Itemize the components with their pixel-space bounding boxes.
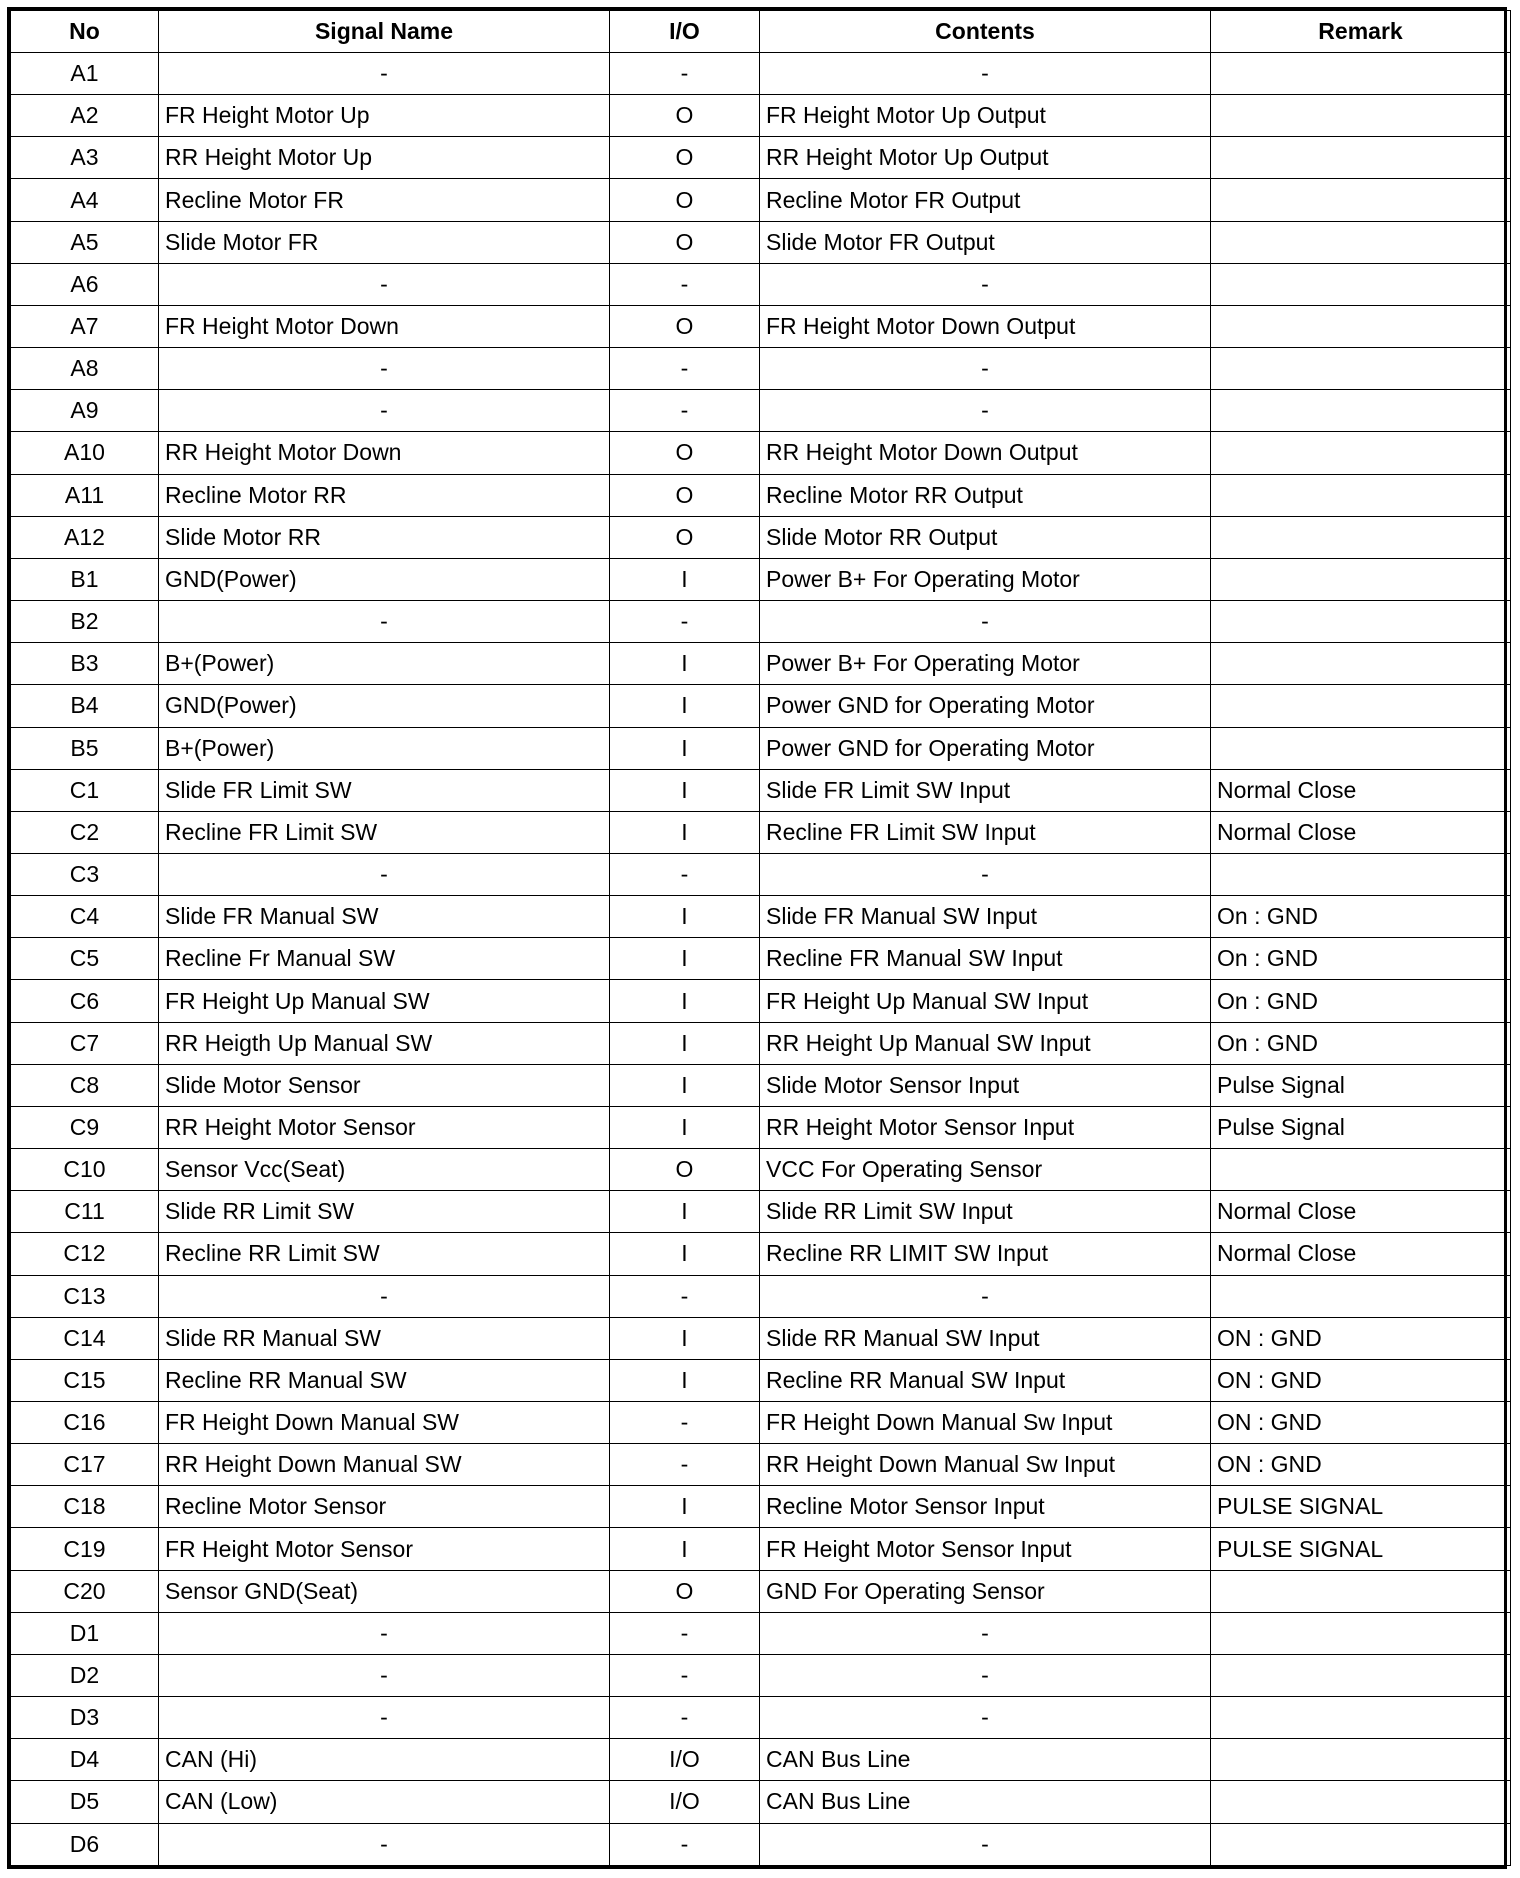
- signal-name-cell: RR Height Motor Up: [159, 137, 610, 179]
- pin-no-cell: C8: [11, 1064, 159, 1106]
- contents-cell: Power GND for Operating Motor: [760, 685, 1211, 727]
- remark-cell: [1211, 1275, 1511, 1317]
- pin-no-cell: B1: [11, 558, 159, 600]
- table-row: [11, 221, 1511, 263]
- pin-no-cell: C9: [11, 1106, 159, 1148]
- io-cell: I: [610, 685, 760, 727]
- io-cell: I: [610, 558, 760, 600]
- contents-cell: FR Height Motor Down Output: [760, 305, 1211, 347]
- pin-no-cell: A6: [11, 263, 159, 305]
- remark-cell: [1211, 853, 1511, 895]
- pin-no-cell: C14: [11, 1317, 159, 1359]
- table-row: [11, 1149, 1511, 1191]
- contents-cell: FR Height Down Manual Sw Input: [760, 1402, 1211, 1444]
- signal-name-cell: Slide RR Limit SW: [159, 1191, 610, 1233]
- remark-cell: [1211, 53, 1511, 95]
- table-row: [11, 811, 1511, 853]
- contents-cell: Power B+ For Operating Motor: [760, 558, 1211, 600]
- remark-cell: [1211, 1570, 1511, 1612]
- remark-cell: On : GND: [1211, 980, 1511, 1022]
- table-row: [11, 1823, 1511, 1865]
- contents-cell: Slide Motor RR Output: [760, 516, 1211, 558]
- table-row: [11, 95, 1511, 137]
- pin-no-cell: D3: [11, 1697, 159, 1739]
- signal-name-cell: -: [159, 1823, 610, 1865]
- contents-cell: CAN Bus Line: [760, 1739, 1211, 1781]
- table-row: [11, 137, 1511, 179]
- pin-no-cell: A12: [11, 516, 159, 558]
- table-row: [11, 1317, 1511, 1359]
- table-row: [11, 348, 1511, 390]
- pin-no-cell: C12: [11, 1233, 159, 1275]
- signal-name-cell: -: [159, 390, 610, 432]
- pin-no-cell: D1: [11, 1612, 159, 1654]
- io-cell: I: [610, 938, 760, 980]
- pin-no-cell: B2: [11, 601, 159, 643]
- pin-no-cell: C2: [11, 811, 159, 853]
- signal-name-cell: FR Height Motor Sensor: [159, 1528, 610, 1570]
- contents-cell: -: [760, 853, 1211, 895]
- io-cell: I: [610, 1528, 760, 1570]
- pin-table-sheet: [7, 7, 1507, 1869]
- io-cell: -: [610, 601, 760, 643]
- signal-name-cell: Slide Motor Sensor: [159, 1064, 610, 1106]
- io-cell: I: [610, 1191, 760, 1233]
- contents-cell: CAN Bus Line: [760, 1781, 1211, 1823]
- table-row: [11, 1022, 1511, 1064]
- io-cell: I: [610, 1359, 760, 1401]
- table-row: [11, 179, 1511, 221]
- signal-name-cell: -: [159, 853, 610, 895]
- remark-cell: Normal Close: [1211, 1191, 1511, 1233]
- remark-cell: [1211, 95, 1511, 137]
- pin-no-cell: B4: [11, 685, 159, 727]
- io-cell: -: [610, 1612, 760, 1654]
- contents-cell: Recline FR Manual SW Input: [760, 938, 1211, 980]
- pin-no-cell: C5: [11, 938, 159, 980]
- table-row: [11, 474, 1511, 516]
- pin-no-cell: B5: [11, 727, 159, 769]
- contents-cell: Recline Motor RR Output: [760, 474, 1211, 516]
- remark-cell: [1211, 685, 1511, 727]
- signal-name-cell: RR Height Down Manual SW: [159, 1444, 610, 1486]
- table-row: [11, 938, 1511, 980]
- io-cell: I: [610, 769, 760, 811]
- pin-no-cell: D2: [11, 1654, 159, 1696]
- pin-no-cell: A5: [11, 221, 159, 263]
- contents-cell: FR Height Motor Up Output: [760, 95, 1211, 137]
- table-row: [11, 1697, 1511, 1739]
- io-cell: I: [610, 896, 760, 938]
- table-row: [11, 643, 1511, 685]
- io-cell: O: [610, 1570, 760, 1612]
- remark-cell: Normal Close: [1211, 1233, 1511, 1275]
- contents-cell: RR Height Motor Sensor Input: [760, 1106, 1211, 1148]
- pin-no-cell: C3: [11, 853, 159, 895]
- contents-cell: Slide RR Limit SW Input: [760, 1191, 1211, 1233]
- pin-no-cell: C6: [11, 980, 159, 1022]
- contents-cell: RR Height Motor Down Output: [760, 432, 1211, 474]
- io-cell: O: [610, 1149, 760, 1191]
- table-row: [11, 432, 1511, 474]
- contents-cell: -: [760, 348, 1211, 390]
- contents-cell: VCC For Operating Sensor: [760, 1149, 1211, 1191]
- contents-cell: RR Height Up Manual SW Input: [760, 1022, 1211, 1064]
- io-cell: O: [610, 432, 760, 474]
- io-cell: -: [610, 853, 760, 895]
- signal-name-cell: Slide FR Manual SW: [159, 896, 610, 938]
- signal-name-cell: GND(Power): [159, 685, 610, 727]
- remark-cell: [1211, 643, 1511, 685]
- remark-cell: Normal Close: [1211, 811, 1511, 853]
- io-cell: -: [610, 1697, 760, 1739]
- remark-cell: On : GND: [1211, 896, 1511, 938]
- table-row: [11, 1064, 1511, 1106]
- remark-cell: [1211, 390, 1511, 432]
- pin-no-cell: C18: [11, 1486, 159, 1528]
- remark-cell: [1211, 263, 1511, 305]
- signal-name-cell: Sensor Vcc(Seat): [159, 1149, 610, 1191]
- io-cell: I: [610, 980, 760, 1022]
- signal-name-cell: B+(Power): [159, 643, 610, 685]
- io-cell: I: [610, 727, 760, 769]
- pin-no-cell: A11: [11, 474, 159, 516]
- table-row: [11, 601, 1511, 643]
- remark-cell: [1211, 305, 1511, 347]
- remark-cell: [1211, 474, 1511, 516]
- table-row: [11, 1739, 1511, 1781]
- remark-cell: [1211, 516, 1511, 558]
- signal-name-cell: GND(Power): [159, 558, 610, 600]
- signal-name-cell: Recline Fr Manual SW: [159, 938, 610, 980]
- remark-cell: [1211, 1654, 1511, 1696]
- contents-cell: -: [760, 53, 1211, 95]
- table-row: [11, 1528, 1511, 1570]
- contents-cell: Power GND for Operating Motor: [760, 727, 1211, 769]
- table-row: [11, 1654, 1511, 1696]
- remark-cell: [1211, 348, 1511, 390]
- io-cell: -: [610, 348, 760, 390]
- pin-no-cell: C15: [11, 1359, 159, 1401]
- pin-no-cell: C20: [11, 1570, 159, 1612]
- pin-no-cell: A9: [11, 390, 159, 432]
- remark-cell: [1211, 221, 1511, 263]
- remark-cell: On : GND: [1211, 1022, 1511, 1064]
- io-cell: -: [610, 1654, 760, 1696]
- signal-name-cell: -: [159, 53, 610, 95]
- contents-cell: Power B+ For Operating Motor: [760, 643, 1211, 685]
- table-row: [11, 1191, 1511, 1233]
- signal-name-cell: -: [159, 1275, 610, 1317]
- pin-no-cell: A1: [11, 53, 159, 95]
- header-no: No: [11, 11, 159, 53]
- remark-cell: [1211, 432, 1511, 474]
- contents-cell: -: [760, 1612, 1211, 1654]
- io-cell: O: [610, 95, 760, 137]
- remark-cell: [1211, 1739, 1511, 1781]
- header-contents: Contents: [760, 11, 1211, 53]
- signal-name-cell: Recline RR Limit SW: [159, 1233, 610, 1275]
- signal-name-cell: Recline Motor FR: [159, 179, 610, 221]
- table-row: [11, 1402, 1511, 1444]
- signal-name-cell: Slide Motor FR: [159, 221, 610, 263]
- io-cell: I: [610, 1022, 760, 1064]
- io-cell: I: [610, 1233, 760, 1275]
- pin-no-cell: A2: [11, 95, 159, 137]
- io-cell: -: [610, 53, 760, 95]
- signal-name-cell: RR Heigth Up Manual SW: [159, 1022, 610, 1064]
- signal-name-cell: Recline RR Manual SW: [159, 1359, 610, 1401]
- io-cell: O: [610, 305, 760, 347]
- table-row: [11, 1275, 1511, 1317]
- remark-cell: [1211, 1149, 1511, 1191]
- pin-no-cell: D6: [11, 1823, 159, 1865]
- contents-cell: Recline RR Manual SW Input: [760, 1359, 1211, 1401]
- signal-name-cell: Recline FR Limit SW: [159, 811, 610, 853]
- remark-cell: [1211, 1612, 1511, 1654]
- pin-no-cell: C13: [11, 1275, 159, 1317]
- signal-name-cell: -: [159, 601, 610, 643]
- io-cell: -: [610, 1444, 760, 1486]
- pin-no-cell: A3: [11, 137, 159, 179]
- io-cell: I: [610, 1106, 760, 1148]
- table-row: [11, 263, 1511, 305]
- table-row: [11, 305, 1511, 347]
- table-row: [11, 1612, 1511, 1654]
- contents-cell: FR Height Up Manual SW Input: [760, 980, 1211, 1022]
- io-cell: I: [610, 1064, 760, 1106]
- pin-assignment-table: [10, 10, 1511, 1866]
- contents-cell: Recline Motor FR Output: [760, 179, 1211, 221]
- io-cell: -: [610, 1275, 760, 1317]
- pin-no-cell: C1: [11, 769, 159, 811]
- table-row: [11, 53, 1511, 95]
- pin-no-cell: C7: [11, 1022, 159, 1064]
- contents-cell: Slide Motor FR Output: [760, 221, 1211, 263]
- header-remark: Remark: [1211, 11, 1511, 53]
- contents-cell: GND For Operating Sensor: [760, 1570, 1211, 1612]
- signal-name-cell: Recline Motor Sensor: [159, 1486, 610, 1528]
- signal-name-cell: -: [159, 348, 610, 390]
- contents-cell: -: [760, 1654, 1211, 1696]
- contents-cell: Slide FR Limit SW Input: [760, 769, 1211, 811]
- pin-no-cell: D4: [11, 1739, 159, 1781]
- table-row: [11, 558, 1511, 600]
- header-row: [11, 11, 1511, 53]
- io-cell: O: [610, 179, 760, 221]
- signal-name-cell: B+(Power): [159, 727, 610, 769]
- table-row: [11, 1106, 1511, 1148]
- table-body: [11, 53, 1511, 1866]
- contents-cell: Recline FR Limit SW Input: [760, 811, 1211, 853]
- signal-name-cell: FR Height Motor Up: [159, 95, 610, 137]
- pin-no-cell: C11: [11, 1191, 159, 1233]
- io-cell: O: [610, 474, 760, 516]
- remark-cell: Pulse Signal: [1211, 1064, 1511, 1106]
- pin-no-cell: A8: [11, 348, 159, 390]
- pin-no-cell: D5: [11, 1781, 159, 1823]
- table-row: [11, 1486, 1511, 1528]
- contents-cell: -: [760, 1697, 1211, 1739]
- contents-cell: -: [760, 390, 1211, 432]
- contents-cell: -: [760, 263, 1211, 305]
- header-io: I/O: [610, 11, 760, 53]
- remark-cell: ON : GND: [1211, 1444, 1511, 1486]
- contents-cell: Slide FR Manual SW Input: [760, 896, 1211, 938]
- table-row: [11, 727, 1511, 769]
- contents-cell: -: [760, 1275, 1211, 1317]
- table-header: [11, 11, 1511, 53]
- contents-cell: -: [760, 1823, 1211, 1865]
- signal-name-cell: FR Height Down Manual SW: [159, 1402, 610, 1444]
- contents-cell: Recline Motor Sensor Input: [760, 1486, 1211, 1528]
- io-cell: O: [610, 516, 760, 558]
- remark-cell: Normal Close: [1211, 769, 1511, 811]
- contents-cell: Slide RR Manual SW Input: [760, 1317, 1211, 1359]
- io-cell: I: [610, 811, 760, 853]
- remark-cell: Pulse Signal: [1211, 1106, 1511, 1148]
- remark-cell: [1211, 727, 1511, 769]
- signal-name-cell: -: [159, 1612, 610, 1654]
- signal-name-cell: -: [159, 263, 610, 305]
- io-cell: I/O: [610, 1781, 760, 1823]
- signal-name-cell: FR Height Motor Down: [159, 305, 610, 347]
- signal-name-cell: CAN (Low): [159, 1781, 610, 1823]
- io-cell: I: [610, 643, 760, 685]
- signal-name-cell: FR Height Up Manual SW: [159, 980, 610, 1022]
- pin-no-cell: C10: [11, 1149, 159, 1191]
- remark-cell: PULSE SIGNAL: [1211, 1486, 1511, 1528]
- table-row: [11, 1233, 1511, 1275]
- table-row: [11, 516, 1511, 558]
- pin-no-cell: C19: [11, 1528, 159, 1570]
- table-row: [11, 896, 1511, 938]
- signal-name-cell: -: [159, 1654, 610, 1696]
- signal-name-cell: Slide Motor RR: [159, 516, 610, 558]
- signal-name-cell: -: [159, 1697, 610, 1739]
- remark-cell: PULSE SIGNAL: [1211, 1528, 1511, 1570]
- contents-cell: -: [760, 601, 1211, 643]
- remark-cell: ON : GND: [1211, 1317, 1511, 1359]
- remark-cell: [1211, 558, 1511, 600]
- remark-cell: [1211, 1781, 1511, 1823]
- table-row: [11, 685, 1511, 727]
- contents-cell: RR Height Down Manual Sw Input: [760, 1444, 1211, 1486]
- pin-no-cell: B3: [11, 643, 159, 685]
- signal-name-cell: CAN (Hi): [159, 1739, 610, 1781]
- remark-cell: On : GND: [1211, 938, 1511, 980]
- contents-cell: Recline RR LIMIT SW Input: [760, 1233, 1211, 1275]
- remark-cell: ON : GND: [1211, 1402, 1511, 1444]
- table-row: [11, 980, 1511, 1022]
- io-cell: O: [610, 137, 760, 179]
- remark-cell: [1211, 179, 1511, 221]
- signal-name-cell: Slide RR Manual SW: [159, 1317, 610, 1359]
- io-cell: I/O: [610, 1739, 760, 1781]
- remark-cell: [1211, 601, 1511, 643]
- table-row: [11, 390, 1511, 432]
- remark-cell: ON : GND: [1211, 1359, 1511, 1401]
- io-cell: -: [610, 263, 760, 305]
- table-row: [11, 1444, 1511, 1486]
- io-cell: -: [610, 390, 760, 432]
- contents-cell: RR Height Motor Up Output: [760, 137, 1211, 179]
- io-cell: -: [610, 1823, 760, 1865]
- remark-cell: [1211, 1823, 1511, 1865]
- pin-no-cell: A7: [11, 305, 159, 347]
- signal-name-cell: Recline Motor RR: [159, 474, 610, 516]
- contents-cell: FR Height Motor Sensor Input: [760, 1528, 1211, 1570]
- contents-cell: Slide Motor Sensor Input: [760, 1064, 1211, 1106]
- pin-no-cell: C17: [11, 1444, 159, 1486]
- signal-name-cell: Slide FR Limit SW: [159, 769, 610, 811]
- io-cell: -: [610, 1402, 760, 1444]
- table-row: [11, 1359, 1511, 1401]
- table-row: [11, 853, 1511, 895]
- pin-no-cell: A10: [11, 432, 159, 474]
- remark-cell: [1211, 137, 1511, 179]
- pin-no-cell: A4: [11, 179, 159, 221]
- io-cell: I: [610, 1486, 760, 1528]
- signal-name-cell: RR Height Motor Down: [159, 432, 610, 474]
- signal-name-cell: RR Height Motor Sensor: [159, 1106, 610, 1148]
- remark-cell: [1211, 1697, 1511, 1739]
- table-row: [11, 1781, 1511, 1823]
- table-row: [11, 769, 1511, 811]
- pin-no-cell: C16: [11, 1402, 159, 1444]
- pin-no-cell: C4: [11, 896, 159, 938]
- table-row: [11, 1570, 1511, 1612]
- io-cell: O: [610, 221, 760, 263]
- header-signal-name: Signal Name: [159, 11, 610, 53]
- io-cell: I: [610, 1317, 760, 1359]
- signal-name-cell: Sensor GND(Seat): [159, 1570, 610, 1612]
